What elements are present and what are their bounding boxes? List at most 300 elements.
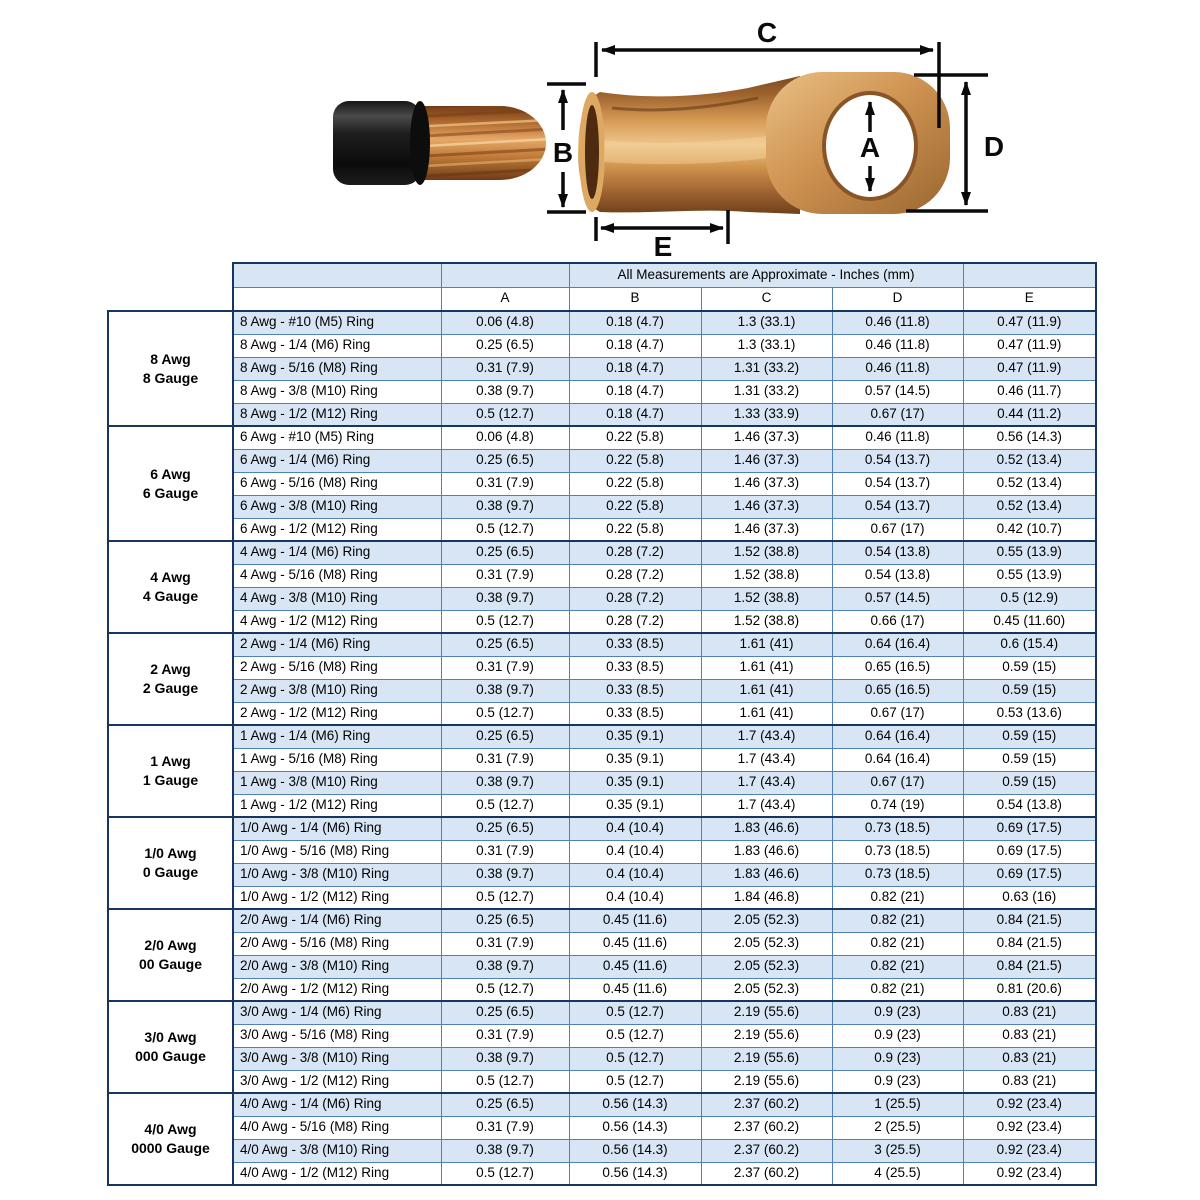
header-spacer <box>108 263 233 287</box>
measurement-cell: 1.52 (38.8) <box>701 587 832 610</box>
measurement-cell: 2.05 (52.3) <box>701 978 832 1001</box>
measurement-cell: 0.18 (4.7) <box>569 357 701 380</box>
row-label: 6 Awg - 1/4 (M6) Ring <box>233 449 441 472</box>
measurement-cell: 0.64 (16.4) <box>832 633 963 656</box>
measurement-cell: 0.84 (21.5) <box>963 955 1096 978</box>
gauge-awg: 1/0 Awg <box>144 845 197 862</box>
row-label: 8 Awg - #10 (M5) Ring <box>233 311 441 334</box>
gauge-group-label <box>108 633 233 725</box>
measurement-cell: 0.47 (11.9) <box>963 334 1096 357</box>
measurement-cell: 0.35 (9.1) <box>569 725 701 748</box>
measurement-cell: 0.92 (23.4) <box>963 1162 1096 1185</box>
measurement-cell: 0.18 (4.7) <box>569 380 701 403</box>
row-label: 2/0 Awg - 5/16 (M8) Ring <box>233 932 441 955</box>
table-row <box>108 817 1096 840</box>
row-label: 3/0 Awg - 3/8 (M10) Ring <box>233 1047 441 1070</box>
table-row <box>108 1139 1096 1162</box>
measurement-cell: 0.83 (21) <box>963 1070 1096 1093</box>
table-row <box>108 909 1096 932</box>
row-label: 6 Awg - 3/8 (M10) Ring <box>233 495 441 518</box>
row-label: 8 Awg - 3/8 (M10) Ring <box>233 380 441 403</box>
measurement-cell: 0.52 (13.4) <box>963 495 1096 518</box>
measurement-cell: 0.55 (13.9) <box>963 541 1096 564</box>
measurement-cell: 0.57 (14.5) <box>832 587 963 610</box>
measurement-cell: 0.18 (4.7) <box>569 403 701 426</box>
measurement-cell: 0.33 (8.5) <box>569 679 701 702</box>
measurement-cell: 0.54 (13.7) <box>832 472 963 495</box>
measurement-cell: 0.54 (13.8) <box>832 564 963 587</box>
measurement-cell: 0.18 (4.7) <box>569 311 701 334</box>
measurement-cell: 0.18 (4.7) <box>569 334 701 357</box>
measurement-cell: 0.31 (7.9) <box>441 472 569 495</box>
table-row <box>108 334 1096 357</box>
table-row <box>108 702 1096 725</box>
row-label: 2/0 Awg - 1/4 (M6) Ring <box>233 909 441 932</box>
row-label: 6 Awg - 1/2 (M12) Ring <box>233 518 441 541</box>
measurement-cell: 0.35 (9.1) <box>569 794 701 817</box>
measurement-cell: 0.69 (17.5) <box>963 817 1096 840</box>
measurement-cell: 0.25 (6.5) <box>441 1093 569 1116</box>
measurement-cell: 1.83 (46.6) <box>701 840 832 863</box>
table-row <box>108 1047 1096 1070</box>
gauge-group-label <box>108 725 233 817</box>
row-label: 4 Awg - 1/2 (M12) Ring <box>233 610 441 633</box>
measurement-cell: 0.22 (5.8) <box>569 449 701 472</box>
gauge-awg: 4/0 Awg <box>144 1121 197 1138</box>
measurement-cell: 2.37 (60.2) <box>701 1162 832 1185</box>
row-label: 1 Awg - 5/16 (M8) Ring <box>233 748 441 771</box>
measurement-cell: 0.9 (23) <box>832 1001 963 1024</box>
header-row-title <box>108 263 1096 287</box>
measurement-cell: 0.5 (12.7) <box>441 610 569 633</box>
measurement-cell: 1.61 (41) <box>701 702 832 725</box>
measurement-cell: 0.92 (23.4) <box>963 1116 1096 1139</box>
lug-barrel-mouth-hole <box>585 105 599 199</box>
gauge-name: 0 Gauge <box>142 864 199 880</box>
measurement-cell: 0.82 (21) <box>832 955 963 978</box>
measurement-cell: 0.5 (12.7) <box>441 518 569 541</box>
measurement-cell: 0.4 (10.4) <box>569 817 701 840</box>
measurement-cell: 0.45 (11.6) <box>569 955 701 978</box>
measurement-cell: 0.25 (6.5) <box>441 1001 569 1024</box>
measurement-cell: 0.47 (11.9) <box>963 357 1096 380</box>
measurement-cell: 0.59 (15) <box>963 748 1096 771</box>
measurement-cell: 0.73 (18.5) <box>832 817 963 840</box>
dim-label-c: C <box>756 17 778 48</box>
lug-illustration <box>578 72 950 214</box>
measurement-cell: 0.5 (12.7) <box>441 403 569 426</box>
measurement-cell: 0.28 (7.2) <box>569 541 701 564</box>
table-row <box>108 656 1096 679</box>
measurement-cell: 2.37 (60.2) <box>701 1116 832 1139</box>
measurement-cell: 1.52 (38.8) <box>701 610 832 633</box>
gauge-name: 1 Gauge <box>142 772 199 788</box>
table-row <box>108 1070 1096 1093</box>
row-label: 8 Awg - 1/2 (M12) Ring <box>233 403 441 426</box>
measurement-cell: 0.45 (11.60) <box>963 610 1096 633</box>
measurement-cell: 0.73 (18.5) <box>832 840 963 863</box>
row-label: 6 Awg - #10 (M5) Ring <box>233 426 441 449</box>
table-row <box>108 955 1096 978</box>
measurement-cell: 1.83 (46.6) <box>701 863 832 886</box>
row-label: 8 Awg - 5/16 (M8) Ring <box>233 357 441 380</box>
dim-label-a: A <box>859 132 881 163</box>
measurement-cell: 2.19 (55.6) <box>701 1001 832 1024</box>
table-row <box>108 472 1096 495</box>
row-label: 1/0 Awg - 3/8 (M10) Ring <box>233 863 441 886</box>
table-row <box>108 932 1096 955</box>
measurement-cell: 1.46 (37.3) <box>701 472 832 495</box>
column-header-d: D <box>832 287 963 311</box>
measurement-cell: 0.59 (15) <box>963 725 1096 748</box>
row-label: 4/0 Awg - 1/4 (M6) Ring <box>233 1093 441 1116</box>
row-label: 4 Awg - 1/4 (M6) Ring <box>233 541 441 564</box>
table-row <box>108 403 1096 426</box>
gauge-name: 6 Gauge <box>142 484 199 501</box>
measurement-cell: 0.83 (21) <box>963 1024 1096 1047</box>
measurement-cell: 0.54 (13.8) <box>832 541 963 564</box>
cable-jacket <box>333 101 430 185</box>
measurement-cell: 1.46 (37.3) <box>701 449 832 472</box>
measurement-cell: 0.38 (9.7) <box>441 380 569 403</box>
gauge-awg: 3/0 Awg <box>144 1029 197 1046</box>
column-header-a: A <box>441 287 569 311</box>
measurement-cell: 0.92 (23.4) <box>963 1139 1096 1162</box>
measurement-cell: 1.52 (38.8) <box>701 541 832 564</box>
measurement-cell: 0.67 (17) <box>832 771 963 794</box>
table-row <box>108 449 1096 472</box>
measurement-cell: 0.56 (14.3) <box>963 426 1096 449</box>
measurement-cell: 0.45 (11.6) <box>569 978 701 1001</box>
row-label: 2 Awg - 5/16 (M8) Ring <box>233 656 441 679</box>
measurement-cell: 0.5 (12.7) <box>441 1162 569 1185</box>
measurement-cell: 0.5 (12.7) <box>441 794 569 817</box>
measurement-cell: 0.4 (10.4) <box>569 886 701 909</box>
measurement-cell: 1.3 (33.1) <box>701 311 832 334</box>
measurement-cell: 0.31 (7.9) <box>441 564 569 587</box>
gauge-name: 00 Gauge <box>138 956 203 972</box>
measurements-table <box>107 262 1097 1186</box>
measurement-cell: 0.52 (13.4) <box>963 472 1096 495</box>
measurement-cell: 0.64 (16.4) <box>832 725 963 748</box>
measurement-cell: 0.5 (12.7) <box>441 978 569 1001</box>
measurement-cell: 0.31 (7.9) <box>441 1116 569 1139</box>
measurement-cell: 0.33 (8.5) <box>569 656 701 679</box>
gauge-group-label <box>108 1001 233 1093</box>
measurement-cell: 0.31 (7.9) <box>441 840 569 863</box>
measurement-cell: 0.25 (6.5) <box>441 541 569 564</box>
measurement-cell: 0.5 (12.7) <box>569 1070 701 1093</box>
gauge-awg: 1 Awg <box>150 753 191 770</box>
measurement-cell: 0.83 (21) <box>963 1047 1096 1070</box>
measurement-cell: 0.22 (5.8) <box>569 495 701 518</box>
measurement-cell: 0.38 (9.7) <box>441 1047 569 1070</box>
table-row <box>108 357 1096 380</box>
measurement-cell: 1.61 (41) <box>701 656 832 679</box>
measurement-cell: 0.54 (13.8) <box>963 794 1096 817</box>
measurement-cell: 1.46 (37.3) <box>701 495 832 518</box>
header-empty-e-col <box>963 263 1096 287</box>
table-row <box>108 679 1096 702</box>
measurement-cell: 0.63 (16) <box>963 886 1096 909</box>
spec-table-body <box>108 311 1096 1185</box>
table-row <box>108 518 1096 541</box>
gauge-group-label <box>108 541 233 633</box>
table-row <box>108 495 1096 518</box>
measurement-cell: 1.31 (33.2) <box>701 380 832 403</box>
measurement-cell: 0.5 (12.7) <box>569 1024 701 1047</box>
measurement-cell: 0.65 (16.5) <box>832 679 963 702</box>
measurement-cell: 0.06 (4.8) <box>441 426 569 449</box>
measurement-cell: 0.5 (12.7) <box>569 1001 701 1024</box>
gauge-awg: 4 Awg <box>150 569 191 586</box>
header-spacer <box>108 287 233 311</box>
measurement-cell: 1.31 (33.2) <box>701 357 832 380</box>
table-row <box>108 564 1096 587</box>
measurement-cell: 1.84 (46.8) <box>701 886 832 909</box>
measurement-cell: 0.57 (14.5) <box>832 380 963 403</box>
measurement-cell: 0.38 (9.7) <box>441 1139 569 1162</box>
measurement-cell: 0.56 (14.3) <box>569 1162 701 1185</box>
measurement-cell: 0.25 (6.5) <box>441 817 569 840</box>
measurement-cell: 0.82 (21) <box>832 909 963 932</box>
gauge-name: 0000 Gauge <box>131 1140 210 1156</box>
measurement-cell: 0.28 (7.2) <box>569 610 701 633</box>
measurement-cell: 1.33 (33.9) <box>701 403 832 426</box>
measurement-cell: 1.46 (37.3) <box>701 518 832 541</box>
measurement-cell: 0.46 (11.8) <box>832 334 963 357</box>
row-label: 1 Awg - 3/8 (M10) Ring <box>233 771 441 794</box>
header-empty-a-col <box>441 263 569 287</box>
measurement-cell: 2.05 (52.3) <box>701 909 832 932</box>
measurement-cell: 1.83 (46.6) <box>701 817 832 840</box>
measurement-cell: 0.69 (17.5) <box>963 863 1096 886</box>
measurement-cell: 0.4 (10.4) <box>569 863 701 886</box>
dim-label-b: B <box>552 137 574 168</box>
measurement-cell: 0.54 (13.7) <box>832 449 963 472</box>
measurement-cell: 3 (25.5) <box>832 1139 963 1162</box>
measurement-cell: 0.56 (14.3) <box>569 1093 701 1116</box>
row-label: 1/0 Awg - 1/2 (M12) Ring <box>233 886 441 909</box>
measurement-cell: 0.25 (6.5) <box>441 334 569 357</box>
measurement-cell: 0.59 (15) <box>963 771 1096 794</box>
measurement-cell: 0.74 (19) <box>832 794 963 817</box>
measurement-cell: 0.31 (7.9) <box>441 656 569 679</box>
gauge-name: 8 Gauge <box>142 369 199 386</box>
measurement-cell: 0.46 (11.7) <box>963 380 1096 403</box>
measurement-cell: 0.42 (10.7) <box>963 518 1096 541</box>
measurement-cell: 0.38 (9.7) <box>441 679 569 702</box>
gauge-awg: 6 Awg <box>150 465 191 482</box>
measurement-cell: 2.05 (52.3) <box>701 955 832 978</box>
measurement-cell: 0.52 (13.4) <box>963 449 1096 472</box>
measurement-cell: 1.7 (43.4) <box>701 794 832 817</box>
measurement-cell: 0.84 (21.5) <box>963 909 1096 932</box>
measurement-cell: 0.82 (21) <box>832 978 963 1001</box>
table-title: All Measurements are Approximate - Inches (mm) <box>569 263 963 287</box>
row-label: 4/0 Awg - 1/2 (M12) Ring <box>233 1162 441 1185</box>
table-row <box>108 725 1096 748</box>
measurement-cell: 1.61 (41) <box>701 679 832 702</box>
measurement-cell: 0.31 (7.9) <box>441 1024 569 1047</box>
row-label: 2/0 Awg - 3/8 (M10) Ring <box>233 955 441 978</box>
measurement-cell: 0.5 (12.7) <box>569 1047 701 1070</box>
table-row <box>108 978 1096 1001</box>
table-row <box>108 886 1096 909</box>
row-label: 6 Awg - 5/16 (M8) Ring <box>233 472 441 495</box>
measurement-cell: 0.5 (12.7) <box>441 702 569 725</box>
gauge-awg: 2/0 Awg <box>144 937 197 954</box>
row-label: 4 Awg - 3/8 (M10) Ring <box>233 587 441 610</box>
measurement-cell: 1.7 (43.4) <box>701 771 832 794</box>
row-label: 8 Awg - 1/4 (M6) Ring <box>233 334 441 357</box>
measurement-cell: 0.65 (16.5) <box>832 656 963 679</box>
measurement-cell: 0.31 (7.9) <box>441 357 569 380</box>
gauge-name: 4 Gauge <box>142 588 199 604</box>
header-empty-label-col <box>233 263 441 287</box>
measurement-cell: 0.22 (5.8) <box>569 426 701 449</box>
measurement-cell: 1.7 (43.4) <box>701 748 832 771</box>
measurement-cell: 0.66 (17) <box>832 610 963 633</box>
measurement-cell: 0.9 (23) <box>832 1024 963 1047</box>
measurement-cell: 0.25 (6.5) <box>441 449 569 472</box>
measurement-cell: 0.31 (7.9) <box>441 932 569 955</box>
table-row <box>108 380 1096 403</box>
measurement-cell: 0.35 (9.1) <box>569 771 701 794</box>
product-diagram <box>0 0 1200 262</box>
measurement-cell: 0.31 (7.9) <box>441 748 569 771</box>
measurement-cell: 0.6 (15.4) <box>963 633 1096 656</box>
gauge-name: 000 Gauge <box>135 1048 206 1064</box>
measurement-cell: 0.83 (21) <box>963 1001 1096 1024</box>
gauge-awg: 8 Awg <box>150 350 191 367</box>
measurement-cell: 2 (25.5) <box>832 1116 963 1139</box>
measurement-cell: 1.3 (33.1) <box>701 334 832 357</box>
measurement-cell: 0.28 (7.2) <box>569 564 701 587</box>
measurement-cell: 0.38 (9.7) <box>441 495 569 518</box>
measurement-cell: 0.5 (12.7) <box>441 886 569 909</box>
measurement-cell: 0.38 (9.7) <box>441 863 569 886</box>
row-label: 2 Awg - 1/4 (M6) Ring <box>233 633 441 656</box>
measurement-cell: 0.4 (10.4) <box>569 840 701 863</box>
measurement-cell: 0.22 (5.8) <box>569 518 701 541</box>
measurement-cell: 0.45 (11.6) <box>569 909 701 932</box>
measurement-cell: 0.69 (17.5) <box>963 840 1096 863</box>
measurement-cell: 0.38 (9.7) <box>441 955 569 978</box>
measurement-cell: 0.73 (18.5) <box>832 863 963 886</box>
table-row <box>108 1001 1096 1024</box>
measurement-cell: 0.67 (17) <box>832 702 963 725</box>
measurement-cell: 0.59 (15) <box>963 679 1096 702</box>
measurement-cell: 2.19 (55.6) <box>701 1070 832 1093</box>
gauge-group-label <box>108 909 233 1001</box>
row-label: 3/0 Awg - 1/4 (M6) Ring <box>233 1001 441 1024</box>
gauge-group-label <box>108 426 233 541</box>
table-row <box>108 771 1096 794</box>
measurement-cell: 0.35 (9.1) <box>569 748 701 771</box>
measurement-cell: 0.38 (9.7) <box>441 587 569 610</box>
measurement-cell: 4 (25.5) <box>832 1162 963 1185</box>
row-label: 2 Awg - 1/2 (M12) Ring <box>233 702 441 725</box>
column-header-c: C <box>701 287 832 311</box>
row-label: 2 Awg - 3/8 (M10) Ring <box>233 679 441 702</box>
dim-label-d: D <box>983 131 1005 162</box>
dim-label-e: E <box>653 231 673 262</box>
gauge-group-label <box>108 311 233 426</box>
table-row <box>108 587 1096 610</box>
measurement-cell: 0.25 (6.5) <box>441 909 569 932</box>
row-label: 3/0 Awg - 5/16 (M8) Ring <box>233 1024 441 1047</box>
measurement-cell: 0.5 (12.9) <box>963 587 1096 610</box>
measurement-cell: 0.82 (21) <box>832 932 963 955</box>
row-label: 1/0 Awg - 1/4 (M6) Ring <box>233 817 441 840</box>
measurement-cell: 0.84 (21.5) <box>963 932 1096 955</box>
gauge-group-label <box>108 1093 233 1185</box>
row-label: 3/0 Awg - 1/2 (M12) Ring <box>233 1070 441 1093</box>
measurement-cell: 0.28 (7.2) <box>569 587 701 610</box>
table-row <box>108 794 1096 817</box>
table-row <box>108 633 1096 656</box>
measurement-cell: 0.59 (15) <box>963 656 1096 679</box>
measurement-cell: 1.46 (37.3) <box>701 426 832 449</box>
measurement-cell: 0.9 (23) <box>832 1070 963 1093</box>
measurement-cell: 1.52 (38.8) <box>701 564 832 587</box>
row-label: 1/0 Awg - 5/16 (M8) Ring <box>233 840 441 863</box>
table-row <box>108 1162 1096 1185</box>
measurement-cell: 0.45 (11.6) <box>569 932 701 955</box>
table-row <box>108 863 1096 886</box>
table-row <box>108 840 1096 863</box>
row-label: 4/0 Awg - 5/16 (M8) Ring <box>233 1116 441 1139</box>
gauge-awg: 2 Awg <box>150 661 191 678</box>
measurement-cell: 0.5 (12.7) <box>441 1070 569 1093</box>
header-row-columns <box>108 287 1096 311</box>
row-label: 4/0 Awg - 3/8 (M10) Ring <box>233 1139 441 1162</box>
measurement-cell: 1.61 (41) <box>701 633 832 656</box>
table-row <box>108 1116 1096 1139</box>
column-header-e: E <box>963 287 1096 311</box>
table-header <box>108 263 1096 311</box>
table-row <box>108 541 1096 564</box>
measurement-cell: 0.54 (13.7) <box>832 495 963 518</box>
measurement-cell: 0.67 (17) <box>832 518 963 541</box>
row-label: 1 Awg - 1/4 (M6) Ring <box>233 725 441 748</box>
measurement-cell: 2.05 (52.3) <box>701 932 832 955</box>
table-row <box>108 610 1096 633</box>
measurement-cell: 0.82 (21) <box>832 886 963 909</box>
cable-illustration <box>333 101 550 185</box>
gauge-group-label <box>108 817 233 909</box>
measurement-cell: 0.55 (13.9) <box>963 564 1096 587</box>
measurement-cell: 0.56 (14.3) <box>569 1139 701 1162</box>
measurement-cell: 0.81 (20.6) <box>963 978 1096 1001</box>
measurement-cell: 0.33 (8.5) <box>569 633 701 656</box>
row-label: 2/0 Awg - 1/2 (M12) Ring <box>233 978 441 1001</box>
table-row <box>108 1093 1096 1116</box>
measurement-cell: 0.56 (14.3) <box>569 1116 701 1139</box>
measurement-cell: 0.46 (11.8) <box>832 311 963 334</box>
table-row <box>108 748 1096 771</box>
measurement-cell: 0.38 (9.7) <box>441 771 569 794</box>
measurement-cell: 0.25 (6.5) <box>441 725 569 748</box>
measurement-cell: 0.25 (6.5) <box>441 633 569 656</box>
measurement-cell: 1 (25.5) <box>832 1093 963 1116</box>
measurement-cell: 0.92 (23.4) <box>963 1093 1096 1116</box>
measurement-cell: 0.46 (11.8) <box>832 357 963 380</box>
measurement-cell: 1.7 (43.4) <box>701 725 832 748</box>
measurement-cell: 0.9 (23) <box>832 1047 963 1070</box>
measurement-cell: 0.46 (11.8) <box>832 426 963 449</box>
